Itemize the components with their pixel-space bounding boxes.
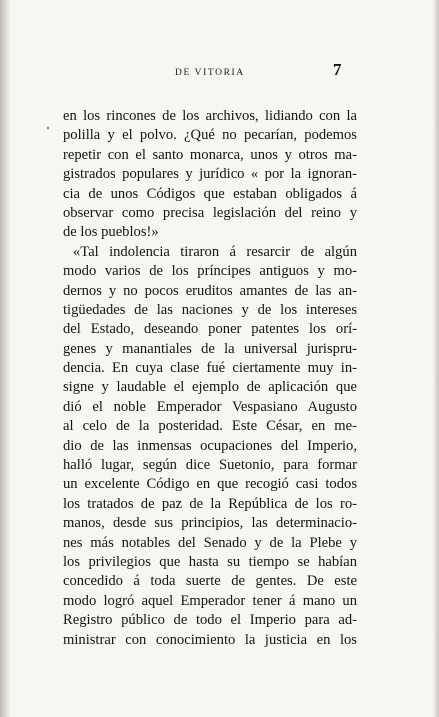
body-text xyxy=(63,107,357,650)
text-line: al celo de la posteridad. Este César, en me- xyxy=(63,418,357,435)
text-line: polilla y el polvo. ¿Qué no pecarían, podemos xyxy=(63,127,357,144)
ink-speck xyxy=(47,127,49,129)
paragraph-quotation xyxy=(63,243,357,650)
text-line: dernos y no pocos eruditos amantes de las an- xyxy=(63,282,357,299)
text-line: observar como precisa legislación del reino y xyxy=(63,204,357,221)
page-number: 7 xyxy=(333,60,342,79)
text-line: dió el noble Emperador Vespasiano Augusto xyxy=(63,398,357,415)
text-line: en los rincones de los archivos, lidiando con la xyxy=(63,108,357,124)
text-line: los privilegios que hasta su tiempo se habían xyxy=(63,553,357,570)
text-line: del Estado, deseando poner patentes los orí- xyxy=(63,321,357,338)
text-line: cia de unos Códigos que estaban obligados á xyxy=(63,185,357,202)
text-line: repetir con el santo monarca, unos y otros ma- xyxy=(63,146,357,163)
text-line: ministrar con conocimiento la justicia en los xyxy=(63,631,357,648)
text-line: gistrados populares y jurídico « por la ignoran- xyxy=(63,166,357,183)
text-line: genes y manantiales de la universal jurispru- xyxy=(63,340,357,357)
text-line: un excelente Código en que recogió casi todos xyxy=(63,476,357,493)
text-line: manos, desde sus principios, las determinacio- xyxy=(63,515,357,532)
text-line: «Tal indolencia tiraron á resarcir de algún xyxy=(73,243,357,260)
scan-shadow-right xyxy=(433,0,439,717)
text-line: nes más notables del Senado y de la Plebe y xyxy=(63,534,357,551)
text-line: modo logró aquel Emperador tener á mano un xyxy=(63,592,357,609)
paragraph-continuation xyxy=(63,107,357,243)
text-line: concedido á toda suerte de gentes. De este xyxy=(63,573,357,590)
text-line: dencia. En cuya clase fué ciertamente muy in- xyxy=(63,360,357,377)
text-line: halló lugar, según dice Suetonio, para formar xyxy=(63,457,357,474)
scan-shadow-left xyxy=(0,0,10,717)
text-line: de los pueblos!» xyxy=(63,224,159,241)
running-head: DE VITORIA xyxy=(175,68,245,78)
text-line: signe y laudable el ejemplo de aplicación que xyxy=(63,379,357,396)
text-line: dio de las inmensas ocupaciones del Imperio, xyxy=(63,437,357,454)
text-line: tigüedades de las naciones y de los intereses xyxy=(63,301,357,318)
text-line: modo varios de los príncipes antiguos y mo- xyxy=(63,263,357,280)
text-line: los tratados de paz de la República de los ro- xyxy=(63,495,357,512)
text-line: Registro público de todo el Imperio para ad- xyxy=(63,612,357,629)
